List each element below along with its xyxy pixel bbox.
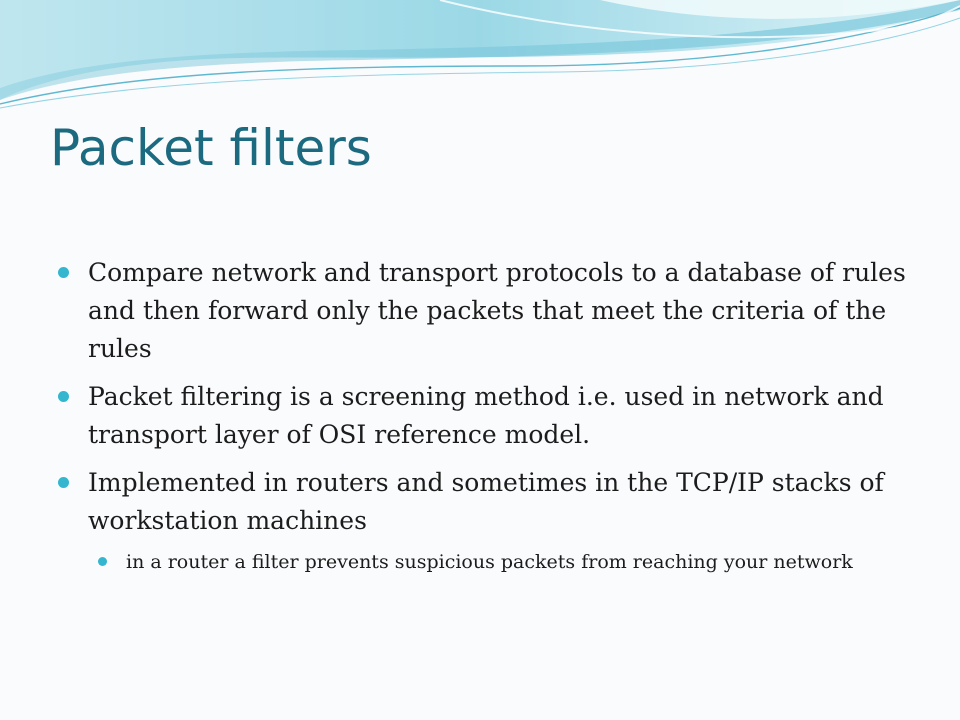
slide-body: [58, 254, 918, 588]
sub-bullet-item: [88, 546, 918, 578]
bullet-dot-icon: [58, 477, 69, 488]
header-wave-decoration: [0, 0, 960, 120]
bullet-item: [58, 378, 918, 454]
sub-bullet-list: [88, 546, 918, 578]
bullet-item: [58, 464, 918, 578]
bullet-item: [58, 254, 918, 368]
bullet-dot-icon: [58, 391, 69, 402]
sub-bullet-dot-icon: [98, 557, 107, 566]
bullet-text: Implemented in routers and sometimes in the TCP/IP stacks of workstation machines: [88, 468, 884, 535]
sub-bullet-text: in a router a filter prevents suspicious packets from reaching your network: [126, 551, 853, 573]
bullet-dot-icon: [58, 267, 69, 278]
bullet-text: Packet filtering is a screening method i.e. used in network and transport layer of OSI reference model.: [88, 382, 884, 449]
slide-title: Packet filters: [50, 119, 372, 177]
bullet-text: Compare network and transport protocols to a database of rules and then forward only the packets that meet the criteria of the rules: [88, 258, 906, 363]
bullet-list: [58, 254, 918, 578]
